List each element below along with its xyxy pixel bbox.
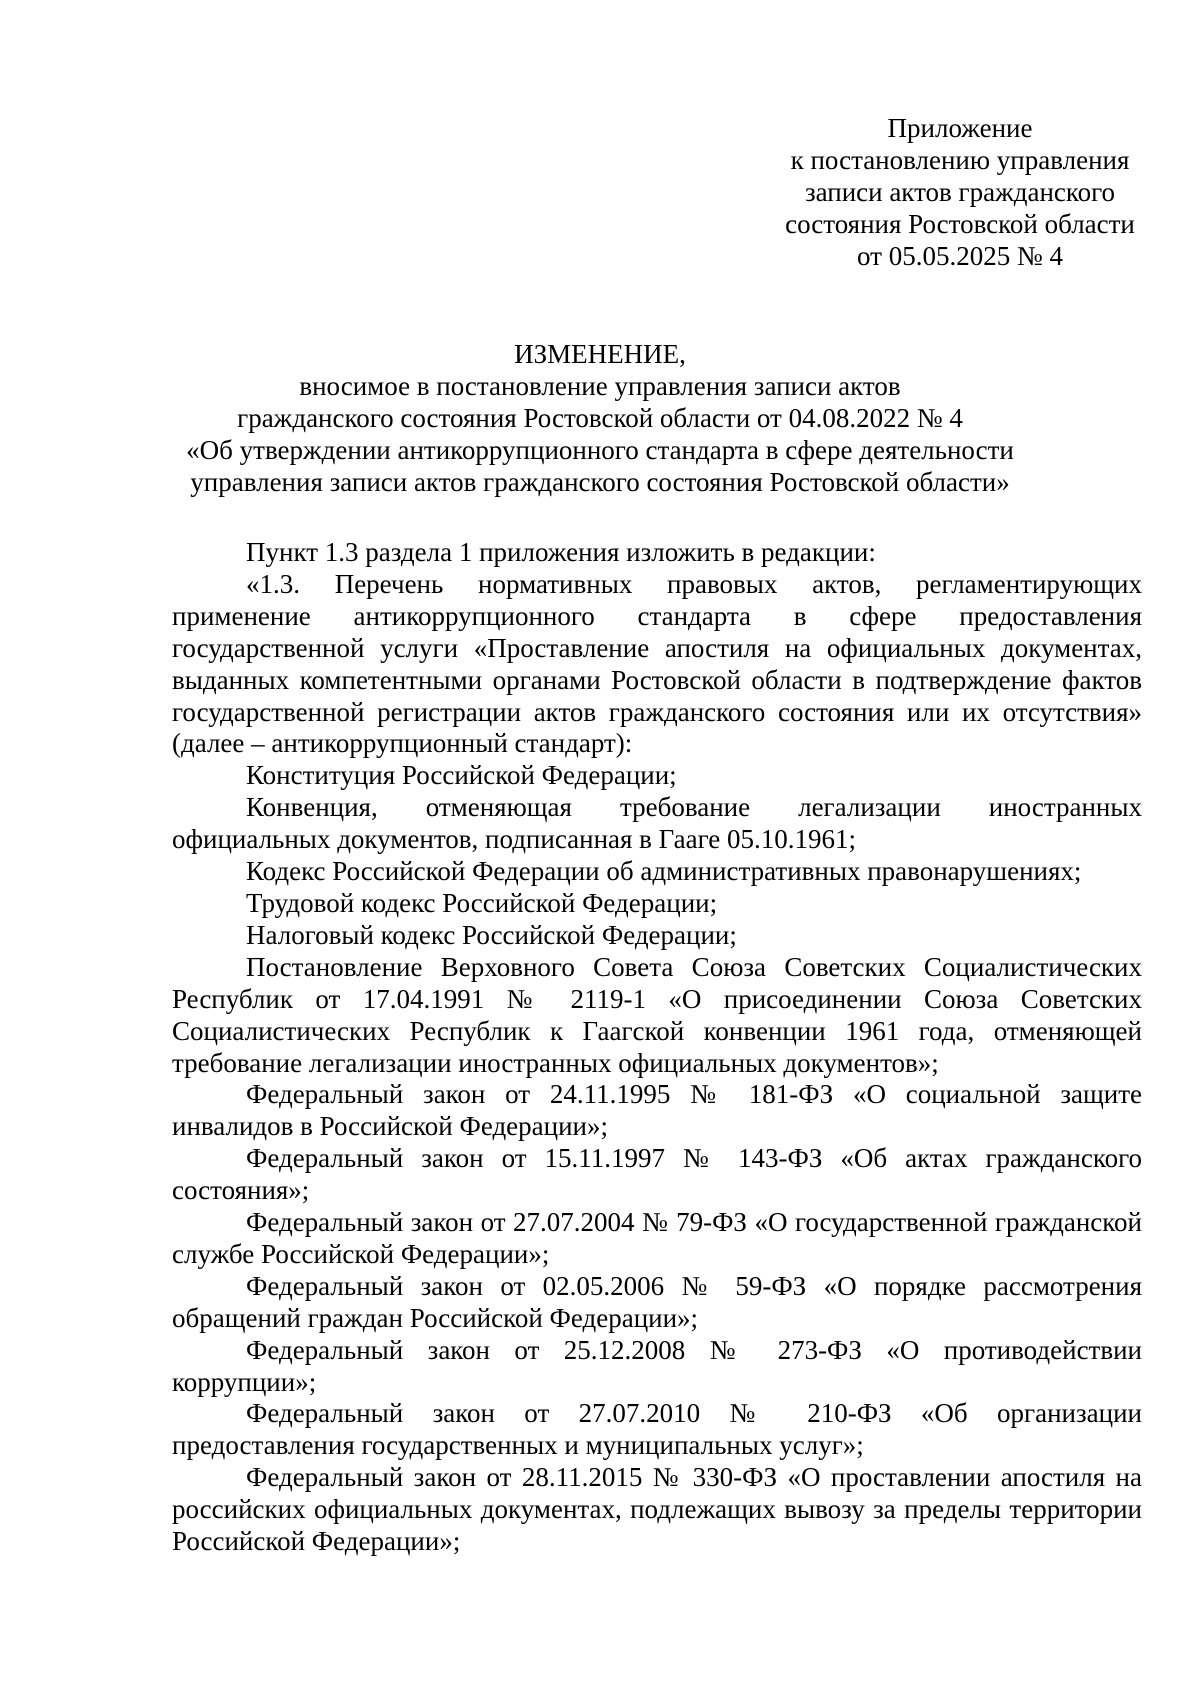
paragraph-1-3: «1.3. Перечень нормативных правовых актов, регламентирующих применение антикоррупционного стандарта в сфере предоставления государственной услуги «Проставление апостиля на официальных документах, выданных компетентными органами Ростовской области в подтверждение фактов государственной регистрации актов гражданского состояния или их отсутствия» (далее – антикоррупционный стандарт):: [172, 568, 1142, 759]
title-heading: ИЗМЕНЕНИЕ,: [514, 339, 686, 369]
list-item: Федеральный закон от 27.07.2010 № 210-ФЗ «Об организации предоставления государственных и муниципальных услуг»;: [172, 1398, 1142, 1461]
list-item: Налоговый кодекс Российской Федерации;: [246, 919, 737, 950]
annex-line-5: от 05.05.2025 № 4: [857, 241, 1063, 271]
list-item: Конвенция, отменяющая требование легализации иностранных официальных документов, подписанная в Гааге 05.10.1961;: [172, 792, 1142, 855]
list-item: Конституция Российской Федерации;: [246, 760, 677, 791]
list-item: Трудовой кодекс Российской Федерации;: [246, 887, 718, 918]
title-line-1: вносимое в постановление управления записи актов: [299, 371, 901, 401]
annex-line-4: состояния Ростовской области: [785, 209, 1135, 239]
document-title: [150, 338, 1050, 498]
title-line-3: «Об утверждении антикоррупционного стандарта в сфере деятельности: [186, 435, 1014, 465]
list-item: Постановление Верховного Совета Союза Советских Социалистических Республик от 17.04.1991 № 2119-1 «О присоединении Союза Советских Социалистических Республик к Гаагской конвенции 1961 года, отменяющей требование легализации иностранных официальных документов»;: [172, 951, 1142, 1078]
intro-paragraph: Пункт 1.3 раздела 1 приложения изложить в редакции:: [246, 537, 876, 567]
title-line-4: управления записи актов гражданского состояния Ростовской области»: [190, 467, 1010, 497]
annex-line-3: записи актов гражданского: [804, 177, 1116, 207]
list-item: Федеральный закон от 02.05.2006 № 59-ФЗ «О порядке рассмотрения обращений граждан Российской Федерации»;: [172, 1270, 1142, 1333]
list-item: Кодекс Российской Федерации об административных правонарушениях;: [246, 856, 1082, 887]
list-item: Федеральный закон от 25.12.2008 № 273-ФЗ «О противодействии коррупции»;: [172, 1334, 1142, 1397]
title-line-2: гражданского состояния Ростовской области от 04.08.2022 № 4: [237, 403, 963, 433]
list-item: Федеральный закон от 24.11.1995 № 181-ФЗ «О социальной защите инвалидов в Российской Федерации»;: [172, 1079, 1142, 1142]
document-body: [172, 537, 1142, 1558]
annex-line-2: к постановлению управления: [790, 145, 1130, 175]
annex-line-1: Приложение: [887, 113, 1033, 143]
list-item: Федеральный закон от 27.07.2004 № 79-ФЗ «О государственной гражданской службе Российской Федерации»;: [172, 1207, 1142, 1269]
annex-header: [760, 112, 1160, 272]
list-item: Федеральный закон от 15.11.1997 № 143-ФЗ «Об актах гражданского состояния»;: [172, 1143, 1142, 1206]
list-item: Федеральный закон от 28.11.2015 № 330-ФЗ «О проставлении апостиля на российских официальных документах, подлежащих вывозу за пределы территории Российской Федерации»;: [172, 1462, 1142, 1557]
